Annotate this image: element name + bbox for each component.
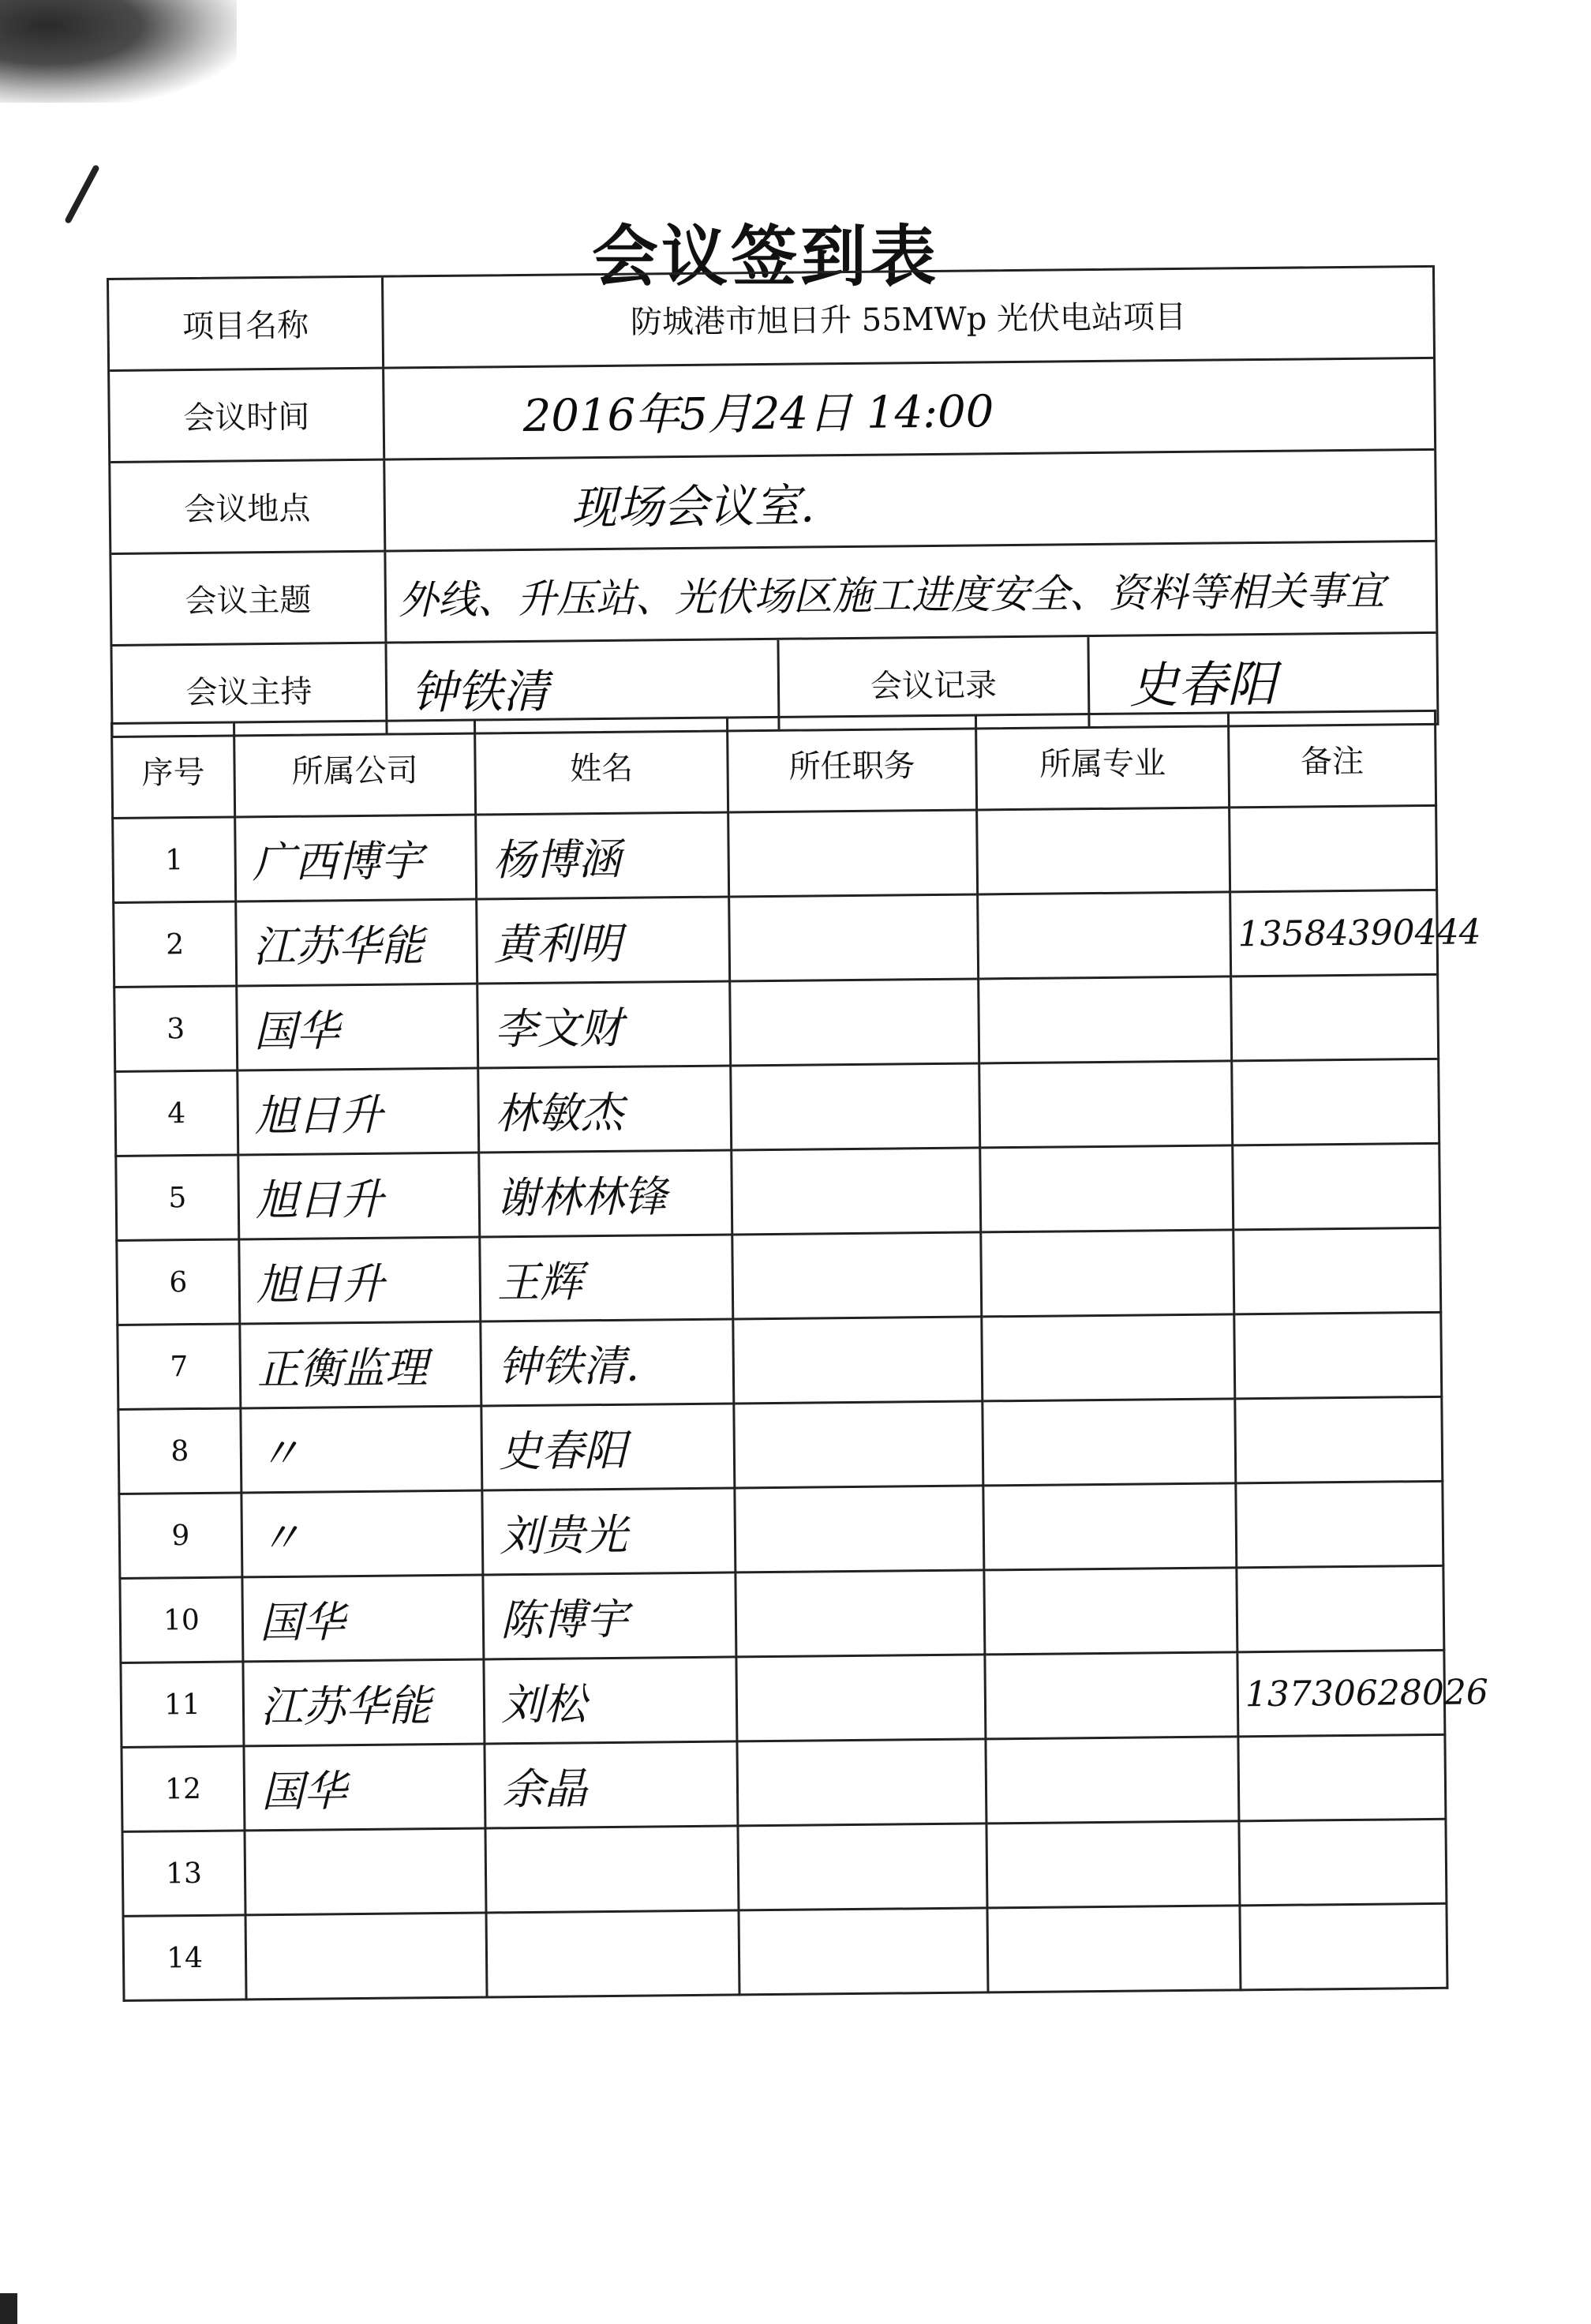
specialty-cell	[981, 1230, 1234, 1317]
project-name-row	[109, 268, 1433, 372]
company-cell: 旭日升	[239, 1237, 481, 1324]
name-cell: 刘贵光	[482, 1488, 736, 1575]
meeting-host-value: 钟铁清	[410, 664, 549, 719]
remark-cell	[1233, 1143, 1440, 1230]
company-cell	[245, 1828, 486, 1915]
project-name-label: 项目名称	[109, 278, 384, 369]
company-cell: 〃	[241, 1406, 482, 1493]
column-header: 所属专业	[975, 713, 1229, 810]
company-cell: 旭日升	[238, 1153, 480, 1239]
remark-cell	[1237, 1565, 1444, 1652]
company-cell: 国华	[242, 1575, 484, 1662]
company-cell: 〃	[241, 1490, 483, 1577]
meeting-recorder-value: 史春阳	[1129, 654, 1277, 714]
table-row	[115, 1059, 1439, 1156]
position-cell	[729, 894, 979, 981]
remark-cell	[1236, 1481, 1443, 1568]
meeting-recorder-label: 会议记录	[779, 637, 1090, 729]
row-number: 9	[119, 1493, 242, 1578]
specialty-cell	[984, 1568, 1237, 1655]
position-cell	[733, 1317, 983, 1404]
remark-cell	[1233, 1228, 1441, 1314]
specialty-cell	[986, 1737, 1239, 1824]
specialty-cell	[983, 1399, 1236, 1486]
specialty-cell	[980, 1145, 1233, 1232]
company-cell: 江苏华能	[243, 1659, 485, 1746]
name-cell: 余晶	[485, 1741, 738, 1828]
position-cell	[735, 1486, 984, 1572]
position-cell	[734, 1401, 983, 1488]
row-number: 13	[122, 1831, 245, 1916]
table-row	[118, 1396, 1443, 1494]
company-cell	[245, 1913, 487, 2000]
row-number: 1	[113, 817, 236, 902]
specialty-cell	[983, 1483, 1237, 1570]
pen-mark	[64, 164, 100, 224]
table-row	[121, 1650, 1445, 1747]
meeting-location-label: 会议地点	[110, 461, 386, 553]
row-number: 4	[115, 1070, 238, 1156]
remark-cell	[1238, 1734, 1446, 1821]
attendance-header-row	[112, 710, 1436, 818]
position-cell	[739, 1908, 988, 1995]
table-row	[120, 1565, 1444, 1662]
position-cell	[738, 1824, 987, 1910]
row-number: 10	[120, 1577, 243, 1662]
name-cell	[485, 1826, 739, 1913]
name-cell: 刘松	[484, 1657, 737, 1744]
meeting-location-row	[110, 451, 1435, 555]
name-cell: 谢林林锋	[479, 1150, 732, 1237]
table-row	[117, 1228, 1441, 1325]
row-number: 14	[123, 1915, 246, 2000]
remark-cell: 13584390444	[1230, 890, 1438, 976]
name-cell: 杨博涵	[476, 812, 729, 899]
company-cell: 旭日升	[238, 1068, 479, 1155]
remark-cell	[1232, 1059, 1439, 1145]
table-row	[122, 1734, 1446, 1831]
meeting-info-form	[107, 265, 1439, 738]
specialty-cell	[986, 1821, 1240, 1908]
table-row	[122, 1819, 1447, 1916]
row-number: 3	[114, 986, 238, 1071]
table-row	[113, 805, 1437, 902]
document-title: 会议签到表	[591, 218, 939, 295]
meeting-time-row	[110, 359, 1434, 463]
meeting-topic-value: 外线、升压站、光伏场区施工进度安全、资料等相关事宜	[398, 567, 1386, 623]
row-number: 8	[118, 1408, 241, 1494]
position-cell	[732, 1148, 981, 1235]
name-cell	[486, 1910, 739, 1997]
specialty-cell	[985, 1652, 1238, 1739]
position-cell	[732, 1232, 982, 1319]
remark-cell	[1234, 1312, 1442, 1399]
remark-cell	[1240, 1903, 1447, 1990]
attendance-table	[110, 710, 1489, 2002]
scan-smudge	[0, 0, 237, 103]
table-row	[116, 1143, 1440, 1240]
company-cell: 国华	[237, 984, 478, 1070]
name-cell: 黄利明	[477, 897, 730, 984]
position-cell	[731, 1063, 980, 1150]
row-number: 12	[122, 1746, 245, 1831]
table-row	[123, 1903, 1447, 2000]
column-header: 所属公司	[234, 720, 476, 817]
project-name-value: 防城港市旭日升 55MWp 光伏电站项目	[630, 298, 1187, 341]
name-cell: 钟铁清.	[481, 1319, 734, 1406]
remark-cell	[1239, 1819, 1447, 1906]
column-header: 序号	[112, 722, 235, 818]
column-header: 姓名	[474, 718, 728, 815]
row-number: 11	[121, 1662, 244, 1747]
position-cell	[730, 979, 979, 1066]
meeting-host-label: 会议主持	[112, 644, 387, 736]
column-header: 所任职务	[727, 715, 976, 812]
specialty-cell	[979, 1061, 1233, 1148]
remark-cell	[1230, 805, 1437, 892]
remark-cell	[1231, 974, 1439, 1061]
name-cell: 林敏杰	[478, 1066, 732, 1153]
specialty-cell	[979, 976, 1232, 1063]
company-cell: 正衡监理	[240, 1321, 481, 1408]
row-number: 5	[116, 1155, 239, 1240]
table-row	[119, 1481, 1443, 1578]
scan-edge-mark	[0, 2293, 17, 2324]
meeting-topic-row	[111, 542, 1436, 647]
name-cell: 陈博宇	[483, 1572, 736, 1659]
meeting-location-value: 现场会议室.	[571, 478, 815, 534]
position-cell	[736, 1655, 986, 1741]
meeting-time-value: 2016年5月24日 14:00	[522, 385, 994, 442]
position-cell	[728, 810, 978, 897]
table-row	[114, 974, 1439, 1071]
specialty-cell	[978, 892, 1231, 979]
meeting-topic-label: 会议主题	[111, 553, 387, 644]
specialty-cell	[977, 808, 1230, 894]
table-row	[118, 1312, 1442, 1409]
meeting-time-label: 会议时间	[110, 369, 385, 461]
column-header: 备注	[1228, 710, 1436, 808]
table-row	[114, 890, 1438, 987]
position-cell	[736, 1570, 985, 1657]
name-cell: 史春阳	[481, 1404, 735, 1490]
name-cell: 王辉	[480, 1235, 733, 1321]
row-number: 7	[118, 1324, 241, 1409]
company-cell: 江苏华能	[236, 899, 477, 986]
remark-cell	[1235, 1396, 1443, 1483]
specialty-cell	[982, 1314, 1235, 1401]
position-cell	[737, 1739, 986, 1826]
specialty-cell	[987, 1906, 1241, 1992]
row-number: 6	[117, 1239, 240, 1325]
row-number: 2	[114, 901, 237, 987]
company-cell: 国华	[244, 1744, 485, 1831]
company-cell: 广西博宇	[235, 815, 477, 901]
name-cell: 李文财	[477, 981, 731, 1068]
remark-cell: 13730628026	[1237, 1650, 1445, 1737]
